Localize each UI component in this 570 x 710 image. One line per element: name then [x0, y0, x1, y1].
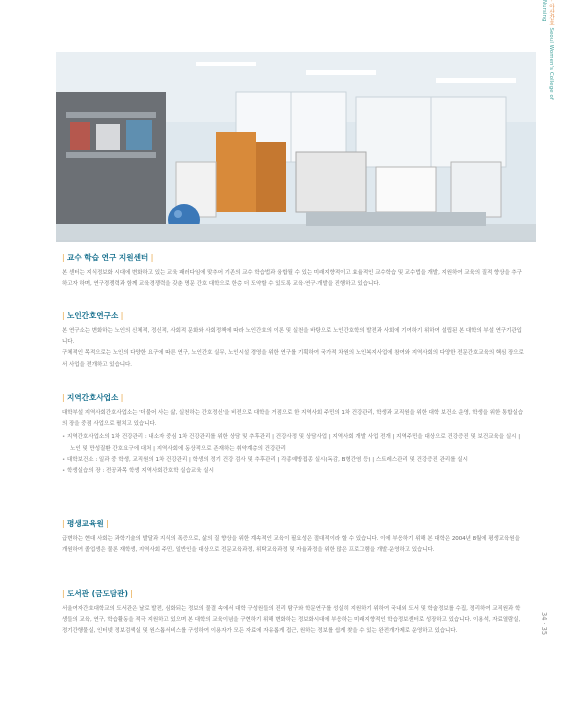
- bullet-item: • 지역간호사업소의 1차 건강관리 : 내소자 중심 1차 건강관리를 위한 상담 및 추후관리 | 건강사정 및 상담사업 | 지역사회 개발 사업 전개 | 지역주민을 대상으로 건강증진 및 보건교육을 실시 | 노인 및 만성질환 간호요구에 대처 | 지역사회에 동상적으로 존재하는 취약계층의 건강관리: [62, 432, 524, 454]
- heading-text: 평생교육원: [66, 519, 104, 528]
- bullet-list: [62, 432, 524, 477]
- section-community-nursing: [62, 392, 524, 477]
- heading-text: 도서관 (금도담관): [66, 589, 128, 598]
- side-tab-english: Seoul Women's College of Nursing: [541, 0, 554, 100]
- bullet-item: • 학생실습의 장 : 전공과목 학생 지역사회간호학 실습교육 실시: [62, 466, 524, 477]
- section-lifelong-education: [62, 518, 524, 556]
- lab-photo: [56, 52, 536, 242]
- paragraph: 본 연구소는 변화하는 노인의 신체적, 정신적, 사회적 문화와 사회정책에 따라 노인간호의 이론 및 실천을 바탕으로 노인간호학의 발전과 사회에 기여하기 위하여 설립된 본 대학의 부설 연구기관입니다.: [62, 328, 522, 346]
- paragraph: 구체적인 목적으로는 노인의 다양한 요구에 따른 연구, 노인간호 실무, 노인시설 경영을 위한 연구를 기획하여 국가적 차원의 노인복지사업에 참여와 지역사회의 다양한 전문간호교육의 핵심 장으로서 사업을 전개하고 있습니다.: [62, 350, 524, 368]
- heading-text: 지역간호사업소: [66, 393, 119, 402]
- section-heading: | 지역간호사업소 |: [62, 393, 124, 402]
- side-tab: [535, 0, 555, 110]
- section-heading: | 교수 학습 연구 지원센터 |: [62, 253, 154, 262]
- paragraph: 급변하는 현대 사회는 과학기술의 발달과 지식의 폭증으로, 삶의 질 향상을 위한 계속적인 교육이 필요성은 절대적이라 할 수 있습니다. 이에 부응하기 위해 본 대학은 2004년 8월에 평생교육원을 개원하여 졸업생은 물론 재학생, 지역사회 주민, 일반인을 대상으로 전문교육과정, 위탁교육과정 및 자율과정을 위한 많은 프로그램을 개발·운영하고 있습니다.: [62, 536, 520, 554]
- side-tab-school: · 아산간호: [548, 0, 554, 26]
- section-heading: | 노인간호연구소 |: [62, 311, 124, 320]
- section-gerontology-institute: [62, 310, 524, 371]
- bullet-item: • 대학보건소 : 일과 중 학생, 교직원의 1차 건강관리 | 학생의 정기 건강 검사 및 추후관리 | 각종예방접종 실시(독감, B형간염 등) | 스트레스관리 및 건강증진 관리를 실시: [62, 455, 524, 466]
- section-teaching-center: [62, 252, 524, 290]
- page-number: 34 · 35: [540, 612, 548, 636]
- heading-text: 교수 학습 연구 지원센터: [66, 253, 149, 262]
- section-heading: | 평생교육원 |: [62, 519, 109, 528]
- section-library: [62, 588, 524, 638]
- paragraph: 서울여자간호대학교의 도서관은 날로 발전, 심화되는 정보의 물결 속에서 대학 구성원들의 진리 탐구와 학문연구를 성실히 지원하기 위하여 국내외 도서 및 학술정보를 수집, 정리하여 교직원과 학생들의 교육, 연구, 학습활동을 적극 지원하고 있으며 본 대학의 교육이념을 구현하기 위해 변화하는 정보화시대에 부응하는 미래지향적인 학습정보센터로 성장하고 있습니다. 이용석, 자료열람실, 정기간행물실, 인터넷 정보검색실 및 원스톱서비스를 구성하여 이용자가 모든 자료에 자유롭게 접근, 원하는 정보를 쉽게 찾을 수 있는 완전개가제로 운영하고 있습니다.: [62, 606, 521, 635]
- section-heading: | 도서관 (금도담관) |: [62, 589, 133, 598]
- paragraph: 대학부설 지역사회간호사업소는 '더불어 사는 삶, 실천하는 간호정신'을 비전으로 대학을 거점으로 한 지역사회 주민의 1차 건강관리, 학생과 교직원을 위한 대학 보건소 운영, 학생을 위한 통합실습의 장을 중점 사업으로 펼치고 있습니다.: [62, 410, 524, 428]
- paragraph: 본 센터는 지식정보화 시대에 변화하고 있는 교육 패러다임에 맞추어 기존의 교수 학습법과 융합될 수 있는 미래지향적이고 효율적인 교수학습 및 교수법을 개발, 지원하여 교육의 질적 향상을 추구하고자 하며, 연구경쟁력과 함께 교육경쟁력을 갖춘 명문 간호 대학으로 한층 더 도약할 수 있도록 교육·연구·개발을 진행하고 있습니다.: [62, 270, 522, 288]
- heading-text: 노인간호연구소: [66, 311, 119, 320]
